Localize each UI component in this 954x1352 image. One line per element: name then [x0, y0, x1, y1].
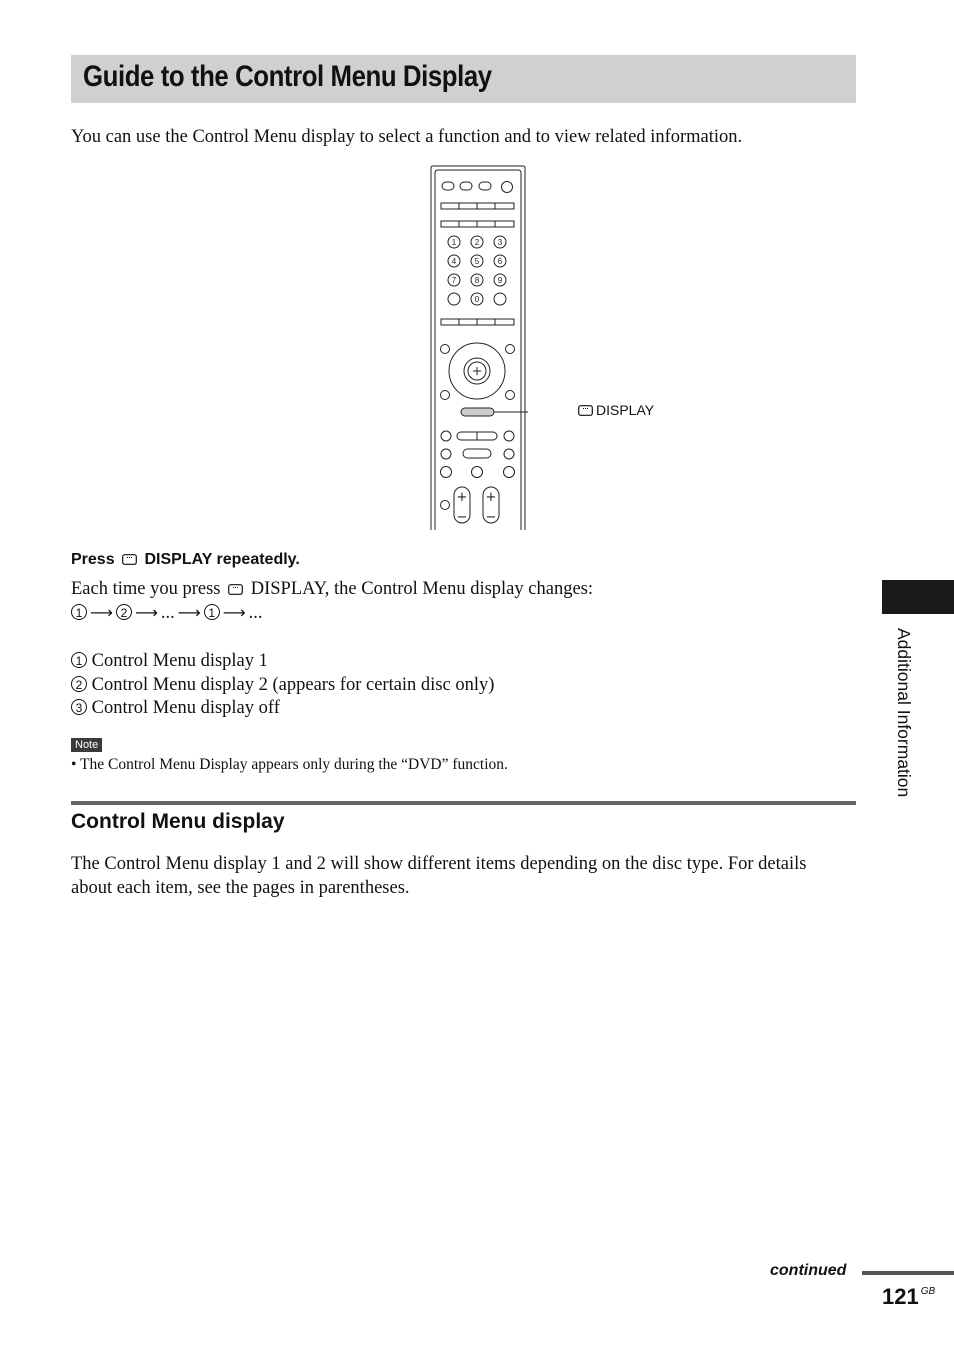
svg-text:+: +: [485, 490, 497, 505]
step-text: Control Menu display off: [91, 698, 280, 718]
sequence-step-2: 2: [116, 604, 132, 620]
remote-key-9: 9: [497, 276, 503, 285]
display-icon: [578, 405, 593, 416]
instruction-line: [71, 551, 300, 569]
section-heading: Control Menu display: [71, 810, 285, 833]
display-callout-label: DISPLAY: [596, 402, 655, 418]
step-text: Control Menu display 1: [91, 651, 268, 671]
each-time-line: [71, 577, 593, 601]
instruction-press: Press: [71, 551, 115, 568]
arrow-right-icon: ⟶: [134, 603, 158, 622]
each-time-after: DISPLAY, the Control Menu display changes:: [250, 579, 593, 599]
step-item-3: [71, 696, 280, 720]
svg-text:−: −: [485, 510, 497, 525]
page-title: Guide to the Control Menu Display: [83, 60, 492, 93]
page-title-bar: [71, 55, 856, 103]
section-body-line-2: about each item, see the pages in parentheses.: [71, 878, 410, 898]
arrow-right-icon: ⟶: [177, 603, 201, 622]
note-badge: Note: [71, 738, 102, 752]
side-tab-marker: [882, 580, 954, 614]
step-item-1: [71, 649, 268, 673]
each-time-before: Each time you press: [71, 579, 221, 599]
display-icon: [228, 584, 243, 595]
display-callout: [575, 402, 654, 418]
sequence-step-1b: 1: [204, 604, 220, 620]
continued-label: continued: [770, 1262, 847, 1279]
page-number-suffix: GB: [920, 1286, 936, 1297]
step-text: Control Menu display 2 (appears for certain disc only): [91, 675, 495, 695]
remote-key-5: 5: [474, 257, 480, 266]
page-number: [882, 1284, 935, 1310]
remote-key-3: 3: [497, 238, 503, 247]
step-number: 1: [71, 652, 87, 668]
remote-key-4: 4: [451, 257, 457, 266]
section-body-line-1: The Control Menu display 1 and 2 will show different items depending on the disc type. For details: [71, 854, 807, 874]
display-icon: [122, 554, 137, 565]
intro-paragraph: You can use the Control Menu display to select a function and to view related information.: [71, 127, 743, 147]
sequence-ellipsis: ...: [160, 603, 175, 623]
remote-key-7: 7: [451, 276, 457, 285]
step-number: 2: [71, 676, 87, 692]
sequence-step-1: 1: [71, 604, 87, 620]
remote-key-2: 2: [474, 238, 480, 247]
sequence-ellipsis-end: ...: [248, 603, 263, 623]
remote-key-8: 8: [474, 276, 480, 285]
instruction-key: DISPLAY repeatedly.: [144, 551, 300, 568]
arrow-right-icon: ⟶: [222, 603, 246, 622]
side-tab-label: Additional Information: [894, 628, 914, 798]
remote-control-illustration: [428, 165, 528, 530]
note-text: • The Control Menu Display appears only during the “DVD” function.: [71, 756, 508, 773]
remote-key-6: 6: [497, 257, 503, 266]
arrow-right-icon: ⟶: [90, 603, 113, 622]
svg-text:−: −: [456, 510, 468, 525]
page-number-value: 121: [882, 1284, 919, 1309]
step-number: 3: [71, 699, 87, 715]
remote-key-1: 1: [451, 238, 457, 247]
sequence-line: [71, 601, 263, 625]
step-item-2: [71, 673, 494, 697]
continued-line: [862, 1271, 954, 1275]
svg-text:+: +: [456, 490, 468, 505]
remote-key-0: 0: [474, 295, 480, 304]
section-divider: [71, 801, 856, 805]
